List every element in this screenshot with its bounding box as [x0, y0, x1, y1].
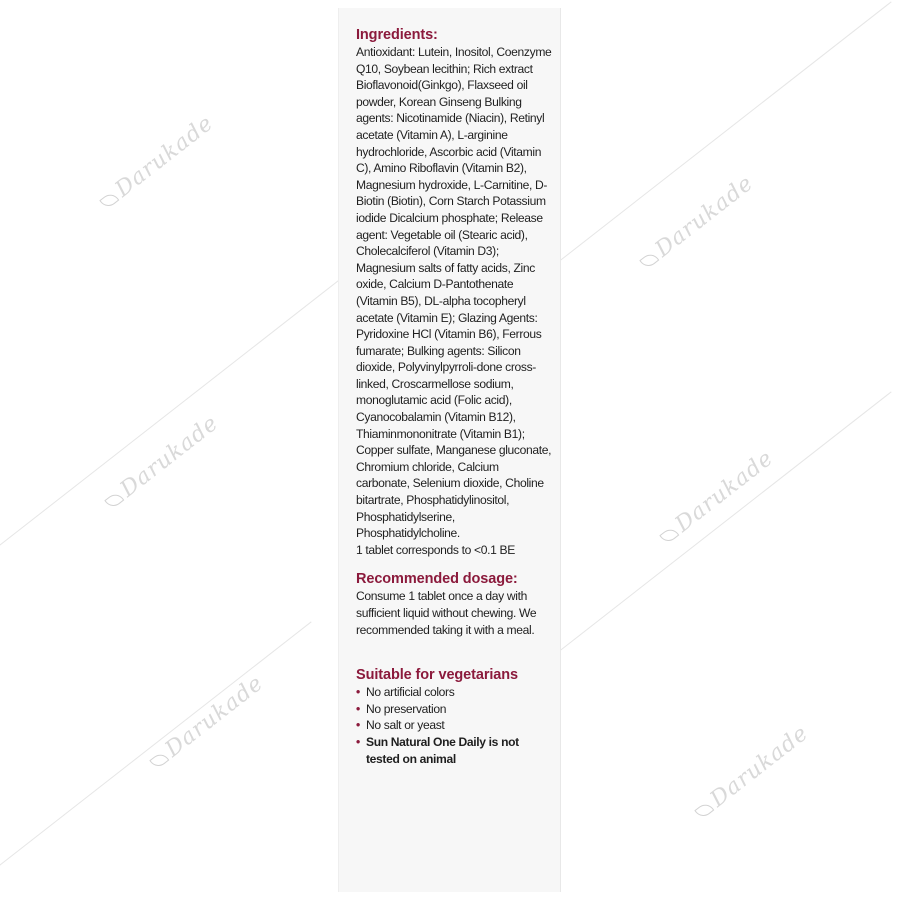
watermark-text: Darukade: [115, 410, 224, 503]
watermark-line: [0, 621, 312, 880]
watermark: [690, 721, 813, 825]
watermark: [145, 671, 268, 775]
bullet-icon: •: [356, 718, 360, 733]
list-item-text: No salt or yeast: [366, 718, 445, 733]
leaf-icon: [104, 491, 124, 510]
ingredients-heading: Ingredients:: [356, 27, 438, 43]
vegetarian-section: [356, 666, 552, 767]
list-item-text: Sun Natural One Daily is not tested on animal: [366, 734, 519, 766]
watermark-text: Darukade: [650, 170, 759, 263]
leaf-icon: [639, 251, 659, 270]
dosage-text: Consume 1 tablet once a day with sufficient liquid without chewing. We recommended taking it with a meal.: [356, 589, 537, 637]
list-item: [356, 734, 552, 767]
bullet-icon: •: [356, 685, 360, 700]
watermark-text: Darukade: [110, 110, 219, 203]
leaf-icon: [99, 191, 119, 210]
ingredients-note: 1 tablet corresponds to <0.1 BE: [356, 542, 515, 557]
list-item: [356, 701, 552, 718]
label-content: [356, 26, 552, 767]
watermark-text: Darukade: [705, 720, 814, 813]
ingredients-section: [356, 26, 552, 558]
list-item: [356, 717, 552, 734]
label-panel: [338, 8, 561, 892]
list-item: [356, 684, 552, 701]
watermark: [100, 411, 223, 515]
watermark-line: [560, 391, 892, 650]
watermark-line: [560, 1, 892, 260]
watermark: [655, 446, 778, 550]
vegetarian-heading: Suitable for vegetarians: [356, 667, 518, 684]
vegetarian-list: [356, 684, 552, 767]
bullet-icon: •: [356, 734, 360, 749]
bullet-icon: •: [356, 701, 360, 716]
leaf-icon: [659, 526, 679, 545]
dosage-section: [356, 570, 552, 638]
watermark-line: [0, 240, 390, 561]
list-item-text: No preservation: [366, 701, 447, 716]
watermark-text: Darukade: [160, 670, 269, 763]
watermark-text: Darukade: [670, 445, 779, 538]
watermark: [95, 111, 218, 215]
list-item-text: No artificial colors: [366, 685, 455, 700]
leaf-icon: [694, 801, 714, 820]
leaf-icon: [149, 751, 169, 770]
ingredients-text: Antioxidant: Lutein, Inositol, Coenzyme Q10, Soybean lecithin; Rich extract Bioflavonoid(Ginkgo), Flaxseed oil powder, Korean Ginseng Bulking agents: Nicotinamide (Niacin), Retinyl acetate (Vitamin A), L-arginine hydrochloride, Ascorbic acid (Vitamin C), Amino Riboflavin (Vitamin B2), Magnesium hydroxide, L-Carnitine, D-Biotin (Biotin), Corn Starch Potassium iodide Dicalcium phosphate; Release agent: Vegetable oil (Stearic acid), Cholecalciferol (Vitamin D3); Magnesium salts of fatty acids, Zinc oxide, Calcium D-Pantothenate (Vitamin B5), DL-alpha tocopheryl acetate (Vitamin E); Glazing Agents: Pyridoxine HCl (Vitamin B6), Ferrous fumarate; Bulking agents: Silicon dioxide, Polyvinylpyrroli-done cross-linked, Croscarmellose sodium, monoglutamic acid (Folic acid), Cyanocobalamin (Vitamin B12), Thiaminmononitrate (Vitamin B1); Copper sulfate, Manganese gluconate, Chromium chloride, Calcium carbonate, Selenium dioxide, Choline bitartrate, Phosphatidylinositol, Phosphatidylserine, Phosphatidylcholine.: [356, 45, 552, 541]
dosage-heading: Recommended dosage:: [356, 571, 518, 588]
